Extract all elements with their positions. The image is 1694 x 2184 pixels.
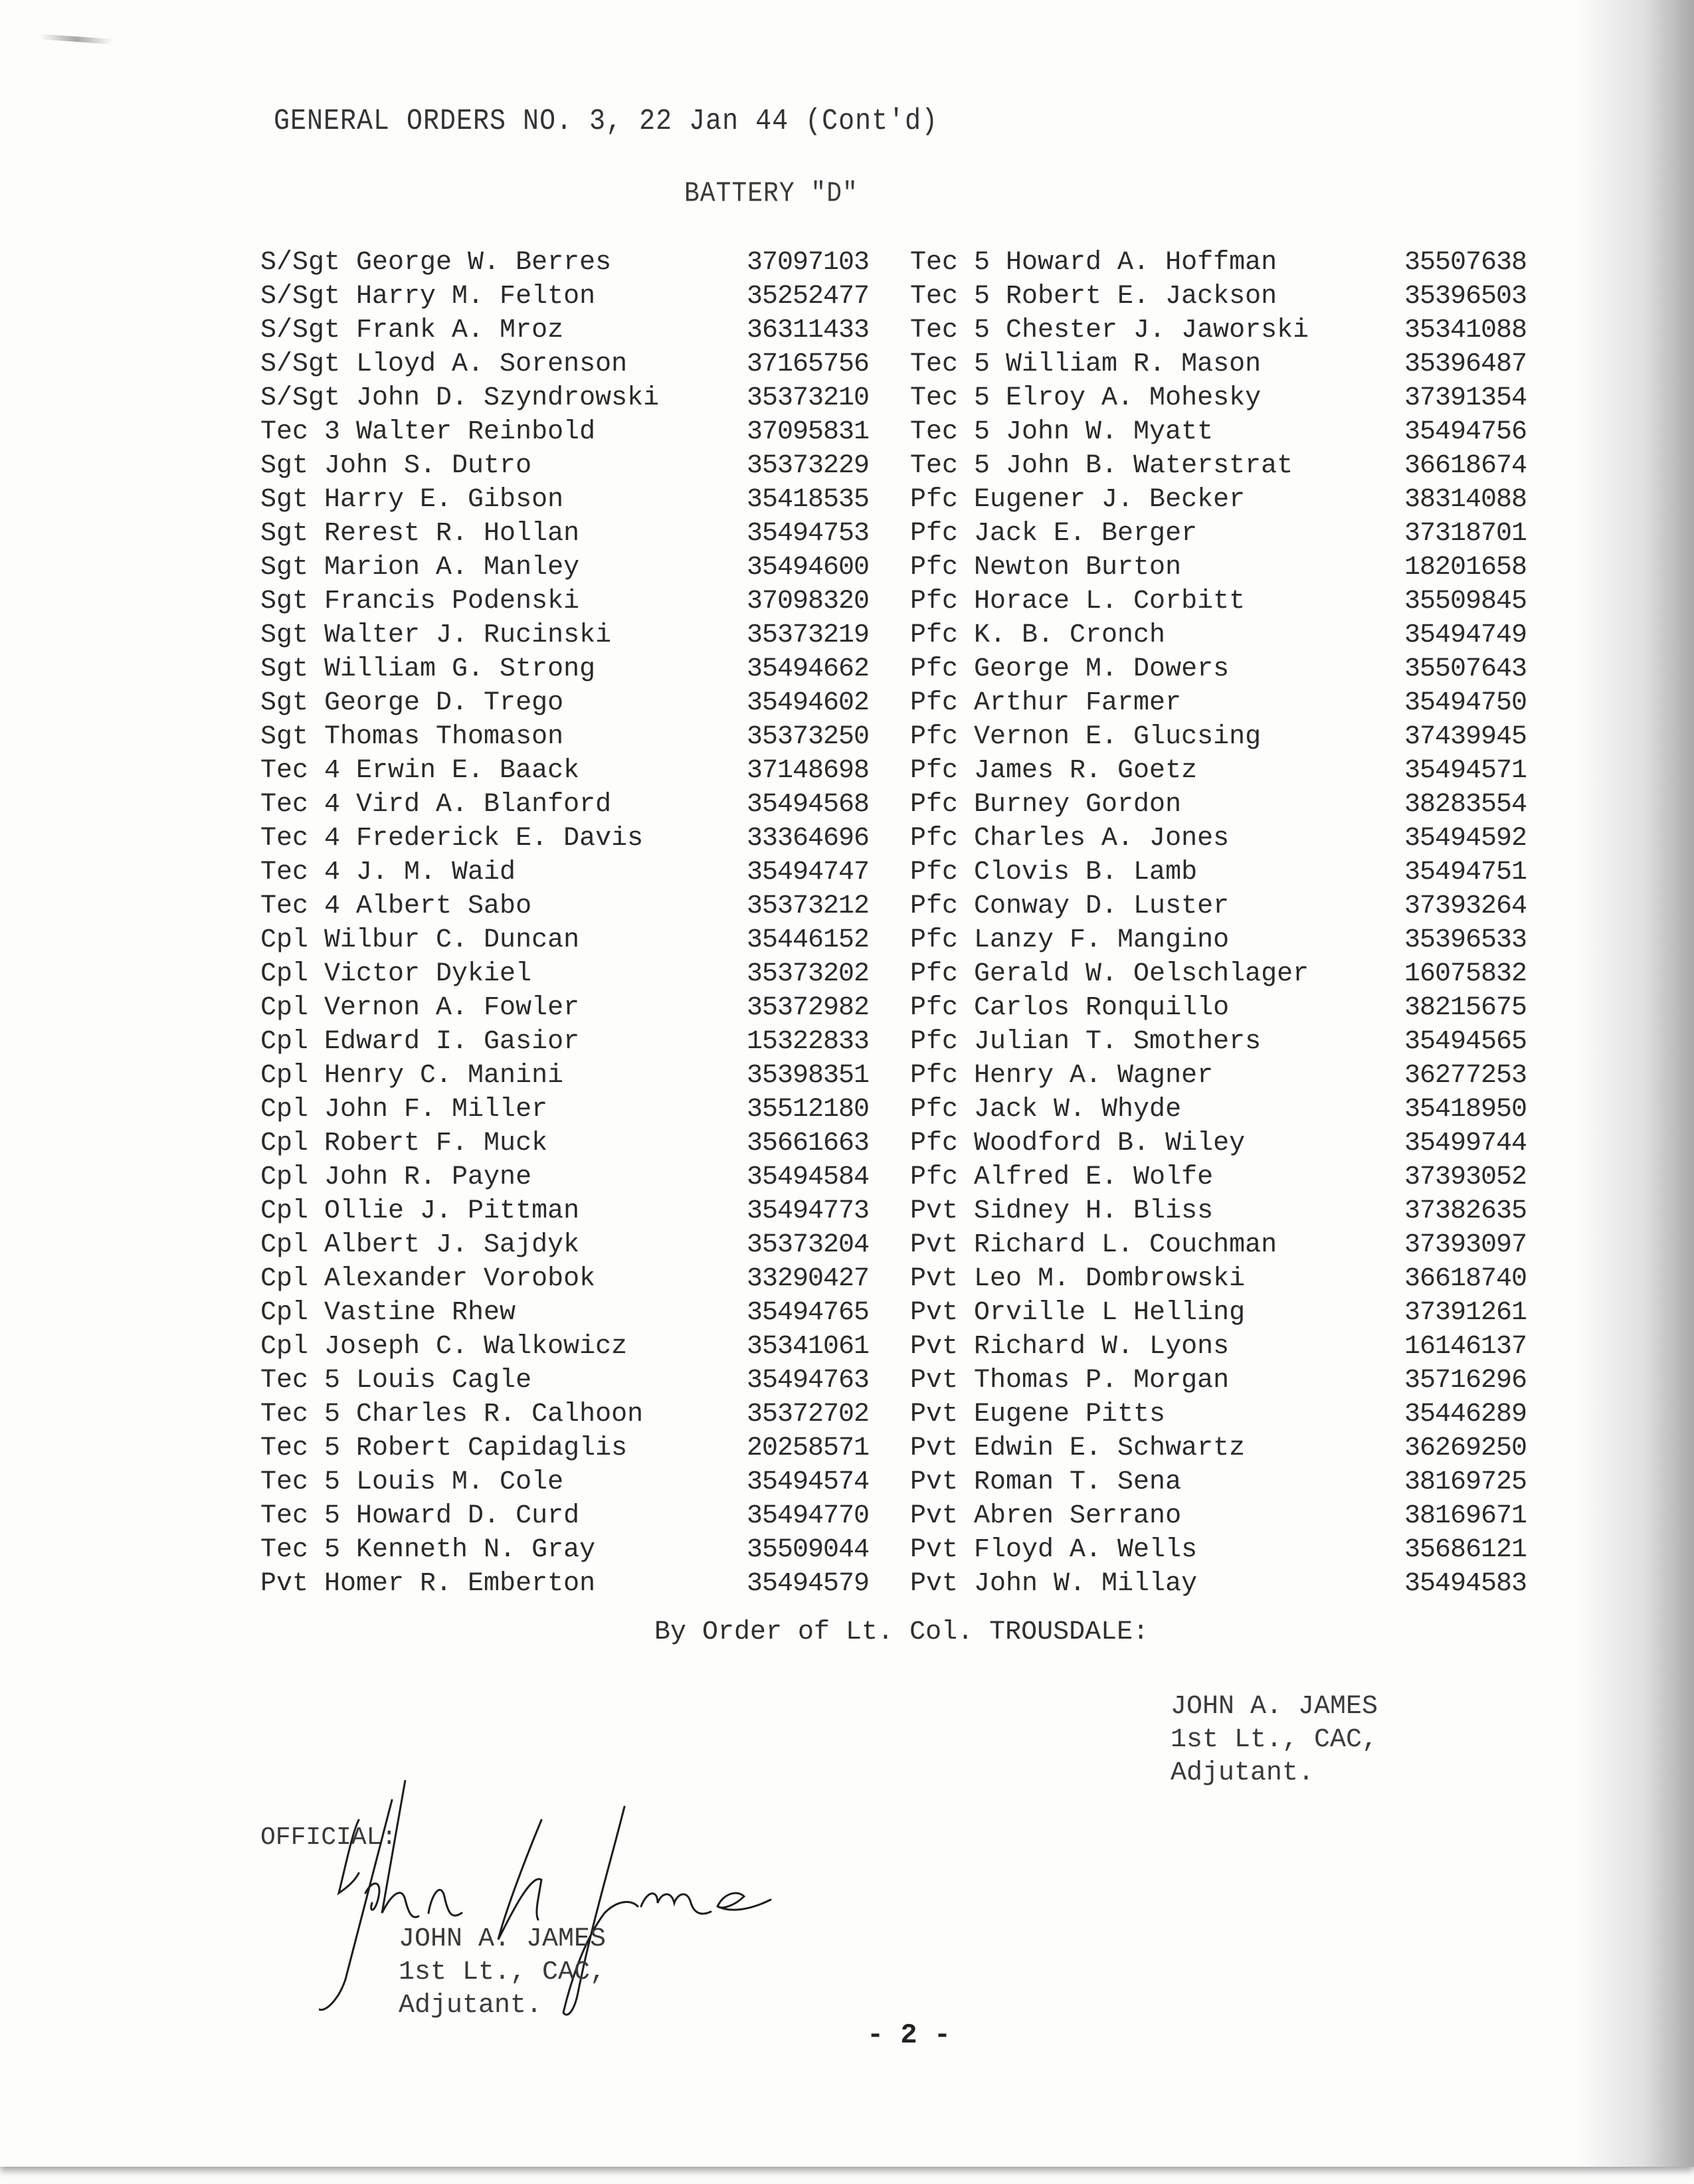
roster-entry: [910, 754, 1548, 788]
roster-entry: [260, 415, 885, 449]
roster-entry: [260, 1093, 885, 1127]
roster-entry: [910, 517, 1548, 551]
battery-heading: BATTERY "D": [684, 178, 858, 211]
roster-entry: [260, 1194, 885, 1228]
roster-entry: [910, 720, 1548, 754]
soldier-name: Tec 4 Frederick E. Davis: [260, 824, 644, 854]
soldier-name: Sgt Marion A. Manley: [260, 553, 580, 583]
soldier-name: Pvt Homer R. Emberton: [260, 1569, 596, 1599]
roster-entry: [260, 585, 885, 618]
soldier-name: Cpl Albert J. Sajdyk: [260, 1230, 580, 1260]
serial-number: 36618674: [1404, 451, 1527, 481]
soldier-name: Tec 3 Walter Reinbold: [260, 417, 596, 447]
soldier-name: Sgt Harry E. Gibson: [260, 485, 564, 515]
roster-entry: [910, 1025, 1548, 1059]
soldier-name: Pvt Sidney H. Bliss: [910, 1196, 1214, 1226]
roster-entry: [260, 720, 885, 754]
roster-entry: [910, 1330, 1548, 1364]
page-number: - 2 -: [867, 2019, 951, 2051]
soldier-name: Tec 5 John W. Myatt: [910, 417, 1214, 447]
soldier-name: Sgt Walter J. Rucinski: [260, 620, 612, 650]
signature-stroke: [319, 1800, 392, 2010]
soldier-name: Pfc Carlos Ronquillo: [910, 993, 1230, 1023]
roster-entry: [910, 1398, 1548, 1431]
roster-entry: [910, 1194, 1548, 1228]
serial-number: 35509845: [1404, 587, 1527, 616]
soldier-name: Cpl John F. Miller: [260, 1095, 548, 1125]
roster-column-left: [260, 246, 885, 1601]
soldier-name: Pfc K. B. Cronch: [910, 620, 1166, 650]
signatory-title: Adjutant.: [1171, 1758, 1315, 1788]
roster-entry: [260, 991, 885, 1025]
serial-number: 35494747: [747, 858, 870, 887]
roster-entry: [910, 585, 1548, 618]
soldier-name: Tec 5 John B. Waterstrat: [910, 451, 1293, 481]
roster-entry: [910, 483, 1548, 517]
official-signatory-title: Adjutant.: [399, 1991, 543, 2021]
roster-entry: [910, 1059, 1548, 1093]
serial-number: 36269250: [1404, 1433, 1527, 1463]
roster-entry: [260, 686, 885, 720]
serial-number: 36618740: [1404, 1264, 1527, 1294]
roster-entry: [910, 381, 1548, 415]
roster-entry: [910, 314, 1548, 347]
roster-entry: [260, 1228, 885, 1262]
roster-entry: [260, 1262, 885, 1296]
serial-number: 35686121: [1404, 1535, 1527, 1565]
roster-entry: [260, 1364, 885, 1398]
soldier-name: Pvt John W. Millay: [910, 1569, 1198, 1599]
soldier-name: Cpl Wilbur C. Duncan: [260, 925, 580, 955]
roster-entry: [260, 1398, 885, 1431]
document-header: GENERAL ORDERS NO. 3, 22 Jan 44 (Cont'd): [274, 105, 939, 139]
roster-entry: [910, 1499, 1548, 1533]
serial-number: 35396503: [1404, 282, 1527, 312]
roster-entry: [260, 822, 885, 856]
soldier-name: Pfc Charles A. Jones: [910, 824, 1230, 854]
soldier-name: S/Sgt John D. Szyndrowski: [260, 383, 660, 413]
soldier-name: Tec 4 Vird A. Blanford: [260, 790, 612, 820]
serial-number: 35494765: [747, 1298, 870, 1328]
roster-entry: [260, 1465, 885, 1499]
soldier-name: Pfc Conway D. Luster: [910, 891, 1230, 921]
serial-number: 37165756: [747, 349, 870, 379]
serial-number: 35446152: [747, 925, 870, 955]
soldier-name: S/Sgt George W. Berres: [260, 248, 612, 278]
roster-entry: [260, 856, 885, 889]
roster-entry: [910, 1160, 1548, 1194]
serial-number: 37097103: [747, 248, 870, 278]
signature-stroke: [382, 1780, 419, 1917]
soldier-name: Sgt Francis Podenski: [260, 587, 580, 616]
roster-entry: [910, 1533, 1548, 1567]
serial-number: 35494750: [1404, 688, 1527, 718]
roster-entry: [260, 314, 885, 347]
serial-number: 35373219: [747, 620, 870, 650]
serial-number: 35396533: [1404, 925, 1527, 955]
roster-entry: [260, 1533, 885, 1567]
serial-number: 35507638: [1404, 248, 1527, 278]
roster-entry: [260, 1160, 885, 1194]
roster-entry: [260, 788, 885, 822]
signature-block: [1171, 1690, 1378, 1790]
soldier-name: Pfc Julian T. Smothers: [910, 1027, 1262, 1057]
roster-entry: [260, 957, 885, 991]
roster-entry: [910, 1127, 1548, 1160]
serial-number: 35494662: [747, 654, 870, 684]
soldier-name: Cpl Henry C. Manini: [260, 1061, 564, 1091]
serial-number: 35509044: [747, 1535, 870, 1565]
roster-entry: [910, 923, 1548, 957]
soldier-name: Pfc Newton Burton: [910, 553, 1182, 583]
serial-number: 35494770: [747, 1501, 870, 1531]
roster-entry: [260, 1431, 885, 1465]
soldier-name: Pfc Vernon E. Glucsing: [910, 722, 1262, 752]
soldier-name: Pfc Lanzy F. Mangino: [910, 925, 1230, 955]
soldier-name: Pvt Abren Serrano: [910, 1501, 1182, 1531]
official-signature-block: [399, 1923, 606, 2023]
soldier-name: Pfc James R. Goetz: [910, 756, 1198, 786]
soldier-name: Pvt Richard L. Couchman: [910, 1230, 1277, 1260]
soldier-name: Pvt Edwin E. Schwartz: [910, 1433, 1246, 1463]
soldier-name: Tec 5 Charles R. Calhoon: [260, 1400, 644, 1429]
roster-entry: [910, 889, 1548, 923]
serial-number: 20258571: [747, 1433, 870, 1463]
roster-entry: [910, 991, 1548, 1025]
serial-number: 35494571: [1404, 756, 1527, 786]
soldier-name: Pfc Eugener J. Becker: [910, 485, 1246, 515]
serial-number: 37098320: [747, 587, 870, 616]
serial-number: 38169671: [1404, 1501, 1527, 1531]
roster-entry: [910, 415, 1548, 449]
roster-entry: [260, 246, 885, 280]
serial-number: 35494568: [747, 790, 870, 820]
soldier-name: Pfc Henry A. Wagner: [910, 1061, 1214, 1091]
soldier-name: Cpl Alexander Vorobok: [260, 1264, 596, 1294]
soldier-name: Tec 5 William R. Mason: [910, 349, 1262, 379]
serial-number: 16146137: [1404, 1332, 1527, 1362]
serial-number: 36311433: [747, 316, 870, 345]
soldier-name: Pvt Thomas P. Morgan: [910, 1366, 1230, 1396]
soldier-name: Pvt Floyd A. Wells: [910, 1535, 1198, 1565]
roster-entry: [910, 1296, 1548, 1330]
soldier-name: Cpl Joseph C. Walkowicz: [260, 1332, 628, 1362]
soldier-name: Tec 5 Howard A. Hoffman: [910, 248, 1277, 278]
serial-number: 35373204: [747, 1230, 870, 1260]
official-signatory-rank: 1st Lt., CAC,: [399, 1957, 607, 1987]
signature-stroke: [641, 1894, 711, 1914]
roster-entry: [260, 1330, 885, 1364]
serial-number: 35494749: [1404, 620, 1527, 650]
serial-number: 35373250: [747, 722, 870, 752]
roster-entry: [910, 449, 1548, 483]
serial-number: 35494574: [747, 1467, 870, 1497]
soldier-name: Tec 5 Elroy A. Mohesky: [910, 383, 1262, 413]
soldier-name: Cpl John R. Payne: [260, 1162, 532, 1192]
soldier-name: Cpl Vastine Rhew: [260, 1298, 516, 1328]
serial-number: 35396487: [1404, 349, 1527, 379]
soldier-name: Tec 4 Albert Sabo: [260, 891, 532, 921]
roster-entry: [260, 923, 885, 957]
roster-entry: [260, 449, 885, 483]
roster-entry: [260, 1025, 885, 1059]
roster-entry: [260, 347, 885, 381]
order-authority-line: By Order of Lt. Col. TROUSDALE:: [654, 1617, 1149, 1647]
serial-number: 35372982: [747, 993, 870, 1023]
roster-entry: [260, 1567, 885, 1601]
serial-number: 35373202: [747, 959, 870, 989]
roster-entry: [260, 1127, 885, 1160]
soldier-name: Cpl Ollie J. Pittman: [260, 1196, 580, 1226]
serial-number: 35418535: [747, 485, 870, 515]
serial-number: 38314088: [1404, 485, 1527, 515]
serial-number: 33364696: [747, 824, 870, 854]
roster-entry: [910, 551, 1548, 585]
roster-entry: [910, 246, 1548, 280]
soldier-name: Pfc George M. Dowers: [910, 654, 1230, 684]
soldier-name: Cpl Victor Dykiel: [260, 959, 532, 989]
serial-number: 35494592: [1404, 824, 1527, 854]
soldier-name: Sgt William G. Strong: [260, 654, 596, 684]
serial-number: 35494763: [747, 1366, 870, 1396]
serial-number: 37391261: [1404, 1298, 1527, 1328]
serial-number: 18201658: [1404, 553, 1527, 583]
serial-number: 35494751: [1404, 858, 1527, 887]
roster-entry: [260, 551, 885, 585]
soldier-name: Pfc Alfred E. Wolfe: [910, 1162, 1214, 1192]
soldier-name: Tec 5 Chester J. Jaworski: [910, 316, 1309, 345]
roster-entry: [260, 483, 885, 517]
soldier-name: S/Sgt Frank A. Mroz: [260, 316, 564, 345]
serial-number: 35418950: [1404, 1095, 1527, 1125]
serial-number: 33290427: [747, 1264, 870, 1294]
soldier-name: Pvt Leo M. Dombrowski: [910, 1264, 1246, 1294]
serial-number: 37393097: [1404, 1230, 1527, 1260]
soldier-name: Sgt Rerest R. Hollan: [260, 519, 580, 549]
roster-entry: [910, 822, 1548, 856]
soldier-name: Tec 4 J. M. Waid: [260, 858, 516, 887]
serial-number: 35252477: [747, 282, 870, 312]
soldier-name: Tec 5 Robert Capidaglis: [260, 1433, 628, 1463]
serial-number: 16075832: [1404, 959, 1527, 989]
roster-entry: [260, 1059, 885, 1093]
serial-number: 35494579: [747, 1569, 870, 1599]
roster-entry: [910, 856, 1548, 889]
serial-number: 35494565: [1404, 1027, 1527, 1057]
roster-entry: [260, 517, 885, 551]
soldier-name: Tec 5 Louis Cagle: [260, 1366, 532, 1396]
roster-entry: [910, 1093, 1548, 1127]
serial-number: 35494583: [1404, 1569, 1527, 1599]
serial-number: 37393052: [1404, 1162, 1527, 1192]
serial-number: 35494602: [747, 688, 870, 718]
roster-entry: [910, 1465, 1548, 1499]
roster-entry: [910, 280, 1548, 314]
serial-number: 35398351: [747, 1061, 870, 1091]
serial-number: 15322833: [747, 1027, 870, 1057]
serial-number: 35494753: [747, 519, 870, 549]
serial-number: 35494773: [747, 1196, 870, 1226]
scan-artifact: [40, 34, 113, 45]
soldier-name: S/Sgt Harry M. Felton: [260, 282, 596, 312]
roster-column-right: [910, 246, 1548, 1601]
soldier-name: Tec 5 Kenneth N. Gray: [260, 1535, 596, 1565]
roster-entry: [260, 618, 885, 652]
signature-stroke: [339, 1820, 359, 1893]
signatory-rank: 1st Lt., CAC,: [1171, 1725, 1378, 1755]
serial-number: 35716296: [1404, 1366, 1527, 1396]
serial-number: 35661663: [747, 1129, 870, 1158]
soldier-name: Cpl Edward I. Gasior: [260, 1027, 580, 1057]
soldier-name: Pfc Horace L. Corbitt: [910, 587, 1246, 616]
roster-entry: [910, 652, 1548, 686]
official-label: OFFICIAL:: [260, 1823, 397, 1852]
roster-entry: [910, 1262, 1548, 1296]
serial-number: 35499744: [1404, 1129, 1527, 1158]
soldier-name: Pfc Arthur Farmer: [910, 688, 1182, 718]
soldier-name: Cpl Robert F. Muck: [260, 1129, 548, 1158]
serial-number: 37391354: [1404, 383, 1527, 413]
serial-number: 38169725: [1404, 1467, 1527, 1497]
soldier-name: Pvt Eugene Pitts: [910, 1400, 1166, 1429]
serial-number: 35494756: [1404, 417, 1527, 447]
roster-entry: [910, 686, 1548, 720]
roster-entry: [260, 652, 885, 686]
serial-number: 35373229: [747, 451, 870, 481]
serial-number: 35494600: [747, 553, 870, 583]
serial-number: 37318701: [1404, 519, 1527, 549]
serial-number: 35373210: [747, 383, 870, 413]
soldier-name: Sgt Thomas Thomason: [260, 722, 564, 752]
serial-number: 37148698: [747, 756, 870, 786]
serial-number: 37439945: [1404, 722, 1527, 752]
signature-stroke: [498, 1820, 541, 1940]
official-signatory-name: JOHN A. JAMES: [399, 1924, 607, 1954]
soldier-name: Pfc Jack E. Berger: [910, 519, 1198, 549]
soldier-name: Pfc Burney Gordon: [910, 790, 1182, 820]
soldier-name: Pfc Jack W. Whyde: [910, 1095, 1182, 1125]
serial-number: 38215675: [1404, 993, 1527, 1023]
signatory-name: JOHN A. JAMES: [1171, 1692, 1378, 1722]
serial-number: 35494584: [747, 1162, 870, 1192]
roster-entry: [910, 957, 1548, 991]
soldier-name: Sgt John S. Dutro: [260, 451, 532, 481]
serial-number: 36277253: [1404, 1061, 1527, 1091]
serial-number: 35446289: [1404, 1400, 1527, 1429]
roster-entry: [910, 1228, 1548, 1262]
soldier-name: Tec 5 Robert E. Jackson: [910, 282, 1277, 312]
roster-entry: [260, 381, 885, 415]
roster-entry: [910, 347, 1548, 381]
soldier-name: Tec 5 Howard D. Curd: [260, 1501, 580, 1531]
roster-entry: [910, 788, 1548, 822]
serial-number: 35507643: [1404, 654, 1527, 684]
roster-entry: [260, 889, 885, 923]
soldier-name: Pvt Richard W. Lyons: [910, 1332, 1230, 1362]
serial-number: 35373212: [747, 891, 870, 921]
soldier-name: Tec 4 Erwin E. Baack: [260, 756, 580, 786]
soldier-name: Pfc Woodford B. Wiley: [910, 1129, 1246, 1158]
serial-number: 35512180: [747, 1095, 870, 1125]
roster-entry: [910, 618, 1548, 652]
roster-entry: [910, 1364, 1548, 1398]
roster-entry: [910, 1431, 1548, 1465]
roster-entry: [260, 1296, 885, 1330]
roster-entry: [260, 754, 885, 788]
serial-number: 35341061: [747, 1332, 870, 1362]
serial-number: 35341088: [1404, 316, 1527, 345]
serial-number: 35372702: [747, 1400, 870, 1429]
serial-number: 37095831: [747, 417, 870, 447]
roster-entry: [260, 280, 885, 314]
serial-number: 37382635: [1404, 1196, 1527, 1226]
soldier-name: S/Sgt Lloyd A. Sorenson: [260, 349, 628, 379]
soldier-name: Pvt Roman T. Sena: [910, 1467, 1182, 1497]
soldier-name: Pvt Orville L Helling: [910, 1298, 1246, 1328]
soldier-name: Sgt George D. Trego: [260, 688, 564, 718]
serial-number: 37393264: [1404, 891, 1527, 921]
serial-number: 38283554: [1404, 790, 1527, 820]
roster-entry: [260, 1499, 885, 1533]
soldier-name: Cpl Vernon A. Fowler: [260, 993, 580, 1023]
signature-stroke: [428, 1890, 462, 1916]
soldier-name: Pfc Gerald W. Oelschlager: [910, 959, 1309, 989]
signature-stroke: [717, 1893, 771, 1910]
roster-entry: [910, 1567, 1548, 1601]
soldier-name: Pfc Clovis B. Lamb: [910, 858, 1198, 887]
soldier-name: Tec 5 Louis M. Cole: [260, 1467, 564, 1497]
